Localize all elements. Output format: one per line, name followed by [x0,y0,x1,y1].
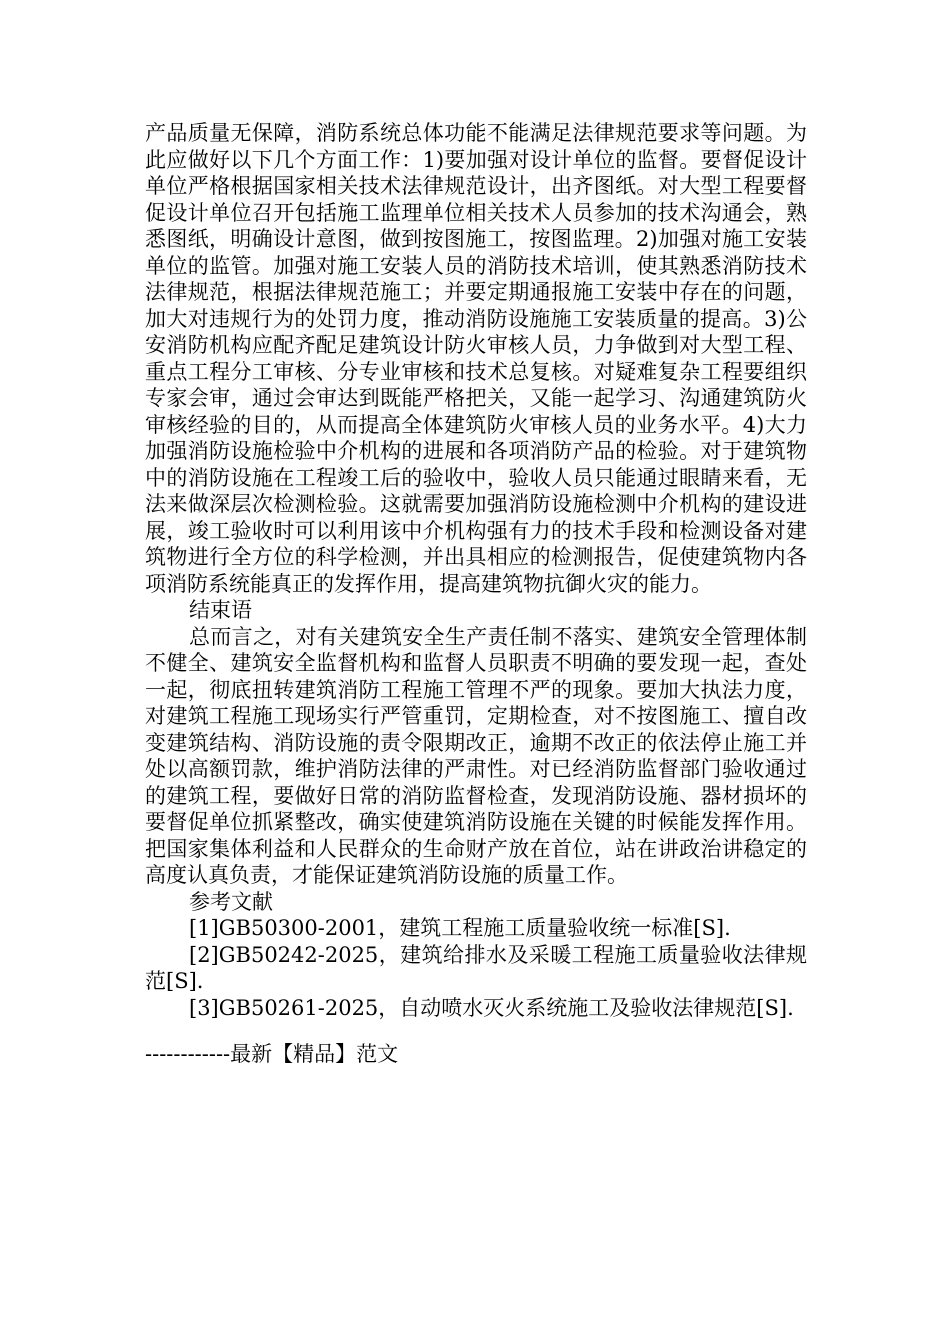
references-heading: 参考文献 [189,889,273,914]
conclusion-paragraph: 总而言之，对有关建筑安全生产责任制不落实、建筑安全管理体制不健全、建筑安全监督机构和监督人员职责不明确的要发现一起，查处一起，彻底扭转建筑消防工程施工管理不严的现象。要加大执法力度，对建筑工程施工现场实行严管重罚，定期检查，对不按图施工、擅自改变建筑结构、消防设施的责令限期改正，逾期不改正的依法停止施工并处以高额罚款，维护消防法律的严肃性。对已经消防监督部门验收通过的建筑工程，要做好日常的消防监督检查，发现消防设施、器材损坏的要督促单位抓紧整改，确实使建筑消防设施在关键的时候能发挥作用。把国家集体利益和人民群众的生命财产放在首位，站在讲政治讲稳定的高度认真负责，才能保证建筑消防设施的质量工作。 [145,624,807,887]
body-paragraph-continuation: 产品质量无保障，消防系统总体功能不能满足法律规范要求等问题。为此应做好以下几个方面工作：1)要加强对设计单位的监督。要督促设计单位严格根据国家相关技术法律规范设计，出齐图纸。对大型工程要督促设计单位召开包括施工监理单位相关技术人员参加的技术沟通会，熟悉图纸，明确设计意图，做到按图施工，按图监理。2)加强对施工安装单位的监管。加强对施工安装人员的消防技术培训，使其熟悉消防技术法律规范，根据法律规范施工；并要定期通报施工安装中存在的问题，加大对违规行为的处罚力度，推动消防设施施工安装质量的提高。3)公安消防机构应配齐配足建筑设计防火审核人员，力争做到对大型工程、重点工程分工审核、分专业审核和技术总复核。对疑难复杂工程要组织专家会审，通过会审达到既能严格把关，又能一起学习、沟通建筑防火审核经验的目的，从而提高全体建筑防火审核人员的业务水平。4)大力加强消防设施检验中介机构的进展和各项消防产品的检验。对于建筑物中的消防设施在工程竣工后的验收中，验收人员只能通过眼睛来看，无法来做深层次检测检验。这就需要加强消防设施检测中介机构的建设进展，竣工验收时可以利用该中介机构强有力的技术手段和检测设备对建筑物进行全方位的科学检测，并出具相应的检测报告，促使建筑物内各项消防系统能真正的发挥作用，提高建筑物抗御火灾的能力。 [145,121,807,596]
footer-text: ------------最新【精品】范文 [145,1042,399,1066]
document-body [145,120,807,1021]
conclusion-heading: 结束语 [189,598,252,622]
reference-item-3: [3]GB50261-2025，自动喷水灭火系统施工及验收法律规范[S]. [189,995,794,1020]
reference-item-2: [2]GB50242-2025，建筑给排水及采暖工程施工质量验收法律规范[S]. [145,942,807,993]
reference-item-1: [1]GB50300-2001，建筑工程施工质量验收统一标准[S]. [189,916,731,940]
